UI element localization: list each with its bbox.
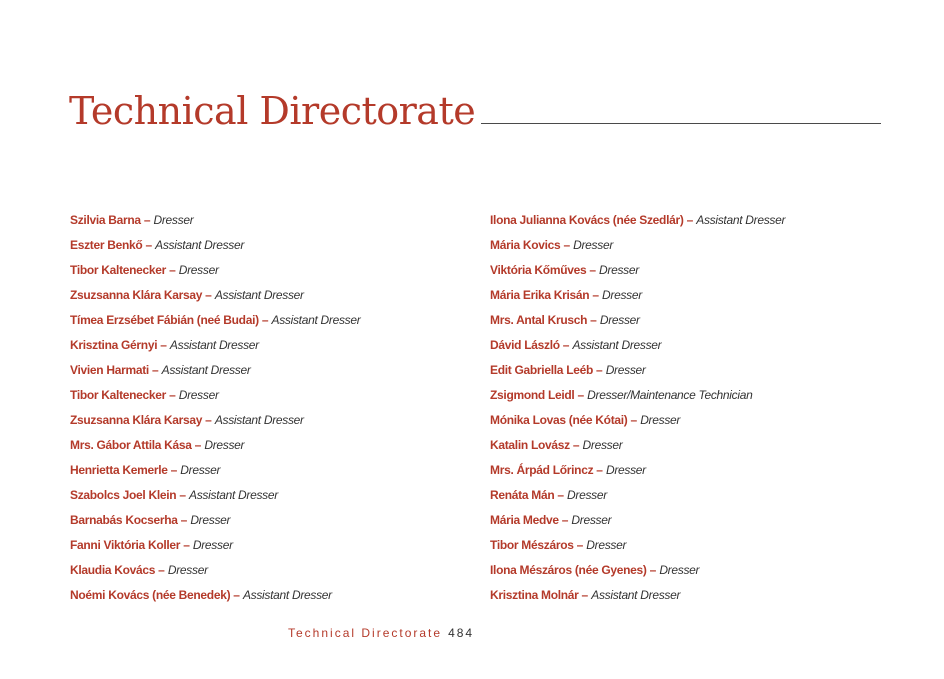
staff-role: Dresser — [605, 363, 646, 377]
separator: – — [686, 213, 694, 227]
separator: – — [205, 413, 212, 427]
list-item — [490, 333, 910, 358]
list-item — [490, 233, 910, 258]
staff-name: Szilvia Barna — [70, 213, 141, 227]
separator: – — [596, 463, 603, 477]
list-item — [70, 233, 470, 258]
list-item — [490, 433, 910, 458]
separator: – — [194, 438, 202, 452]
list-item — [70, 283, 470, 308]
separator: – — [183, 538, 190, 552]
staff-name: Zsuzsanna Klára Karsay — [70, 413, 203, 427]
separator: – — [179, 488, 187, 502]
separator: – — [151, 363, 159, 377]
list-item — [490, 483, 910, 508]
list-item — [70, 458, 470, 483]
staff-role: Dresser — [567, 488, 607, 502]
staff-name: Viktória Kőműves — [490, 263, 587, 277]
separator: – — [590, 313, 597, 327]
staff-name: Katalin Lovász — [490, 438, 570, 452]
footer-section-label: Technical Directorate — [288, 626, 443, 640]
list-item — [70, 208, 470, 233]
staff-name: Mária Medve — [490, 513, 559, 527]
separator: – — [233, 588, 240, 602]
separator: – — [577, 388, 585, 402]
separator: – — [557, 488, 565, 502]
staff-name: Mónika Lovas (née Kótai) — [490, 413, 628, 427]
list-item — [70, 383, 470, 408]
staff-role: Assistant Dresser — [242, 588, 332, 602]
list-item — [70, 258, 470, 283]
title-rule — [481, 123, 881, 124]
list-item — [70, 308, 470, 333]
separator: – — [169, 388, 176, 402]
staff-name: Zsigmond Leidl — [490, 388, 575, 402]
staff-name: Edit Gabriella Leéb — [490, 363, 593, 377]
separator: – — [205, 288, 212, 302]
staff-role: Assistant Dresser — [572, 338, 662, 352]
separator: – — [561, 513, 569, 527]
separator: – — [170, 463, 178, 477]
separator: – — [145, 238, 153, 252]
staff-name: Mrs. Árpád Lőrincz — [490, 463, 594, 477]
staff-role: Dresser — [192, 538, 233, 552]
staff-list-right — [490, 208, 910, 608]
staff-name: Zsuzsanna Klára Karsay — [70, 288, 203, 302]
staff-role: Dresser — [153, 213, 194, 227]
list-item — [70, 408, 470, 433]
list-item — [70, 483, 470, 508]
staff-role: Assistant Dresser — [214, 288, 304, 302]
staff-role: Dresser — [602, 288, 642, 302]
staff-name: Krisztina Molnár — [490, 588, 579, 602]
separator: – — [592, 288, 600, 302]
staff-role: Dresser — [178, 263, 219, 277]
staff-name: Klaudia Kovács — [70, 563, 156, 577]
staff-name: Tibor Kaltenecker — [70, 388, 167, 402]
staff-name: Mária Erika Krisán — [490, 288, 590, 302]
staff-role: Dresser — [180, 463, 221, 477]
staff-name: Tibor Mészáros — [490, 538, 574, 552]
separator: – — [261, 313, 269, 327]
list-item — [490, 383, 910, 408]
list-item — [70, 358, 470, 383]
staff-list-left — [70, 208, 470, 608]
list-item — [490, 358, 910, 383]
list-item — [70, 433, 470, 458]
staff-role: Dresser — [571, 513, 612, 527]
separator: – — [596, 363, 603, 377]
list-item — [490, 533, 910, 558]
list-item — [70, 508, 470, 533]
list-item — [490, 558, 910, 583]
staff-name: Vivien Harmati — [70, 363, 149, 377]
staff-role: Dresser — [204, 438, 245, 452]
staff-name: Krisztina Gérnyi — [70, 338, 158, 352]
separator: – — [160, 338, 167, 352]
staff-role: Dresser — [582, 438, 623, 452]
list-item — [70, 333, 470, 358]
staff-name: Eszter Benkő — [70, 238, 143, 252]
list-item — [70, 583, 470, 608]
staff-role: Dresser — [190, 513, 231, 527]
page-title: Technical Directorate — [69, 89, 476, 133]
separator: – — [180, 513, 188, 527]
staff-role: Dresser — [586, 538, 627, 552]
list-item — [490, 408, 910, 433]
separator: – — [158, 563, 165, 577]
list-item — [490, 308, 910, 333]
staff-name: Ilona Julianna Kovács (née Szedlár) — [490, 213, 684, 227]
staff-role: Assistant Dresser — [161, 363, 251, 377]
staff-role: Assistant Dresser — [189, 488, 278, 502]
separator: – — [562, 338, 570, 352]
list-item — [490, 458, 910, 483]
staff-role: Assistant Dresser — [214, 413, 304, 427]
list-item — [490, 508, 910, 533]
staff-role: Assistant Dresser — [591, 588, 681, 602]
staff-role: Dresser — [167, 563, 208, 577]
staff-name: Tímea Erzsébet Fábián (neé Budai) — [70, 313, 259, 327]
list-item — [490, 208, 910, 233]
staff-role: Dresser/Maintenance Technician — [587, 388, 753, 402]
staff-role: Assistant Dresser — [155, 238, 245, 252]
separator: – — [576, 538, 584, 552]
staff-name: Ilona Mészáros (née Gyenes) — [490, 563, 647, 577]
staff-role: Dresser — [573, 238, 614, 252]
list-item — [490, 283, 910, 308]
staff-role: Assistant Dresser — [169, 338, 259, 352]
list-item — [490, 258, 910, 283]
staff-name: Noémi Kovács (née Benedek) — [70, 588, 231, 602]
list-item — [70, 533, 470, 558]
separator: – — [563, 238, 571, 252]
staff-name: Fanni Viktória Koller — [70, 538, 181, 552]
staff-name: Renáta Mán — [490, 488, 555, 502]
list-item — [490, 583, 910, 608]
staff-role: Assistant Dresser — [271, 313, 361, 327]
separator: – — [143, 213, 151, 227]
staff-name: Tibor Kaltenecker — [70, 263, 167, 277]
staff-role: Assistant Dresser — [696, 213, 786, 227]
staff-name: Mária Kovics — [490, 238, 561, 252]
staff-name: Szabolcs Joel Klein — [70, 488, 177, 502]
separator: – — [589, 263, 597, 277]
staff-role: Dresser — [599, 313, 640, 327]
separator: – — [572, 438, 580, 452]
page-footer — [288, 626, 474, 640]
staff-name: Henrietta Kemerle — [70, 463, 168, 477]
page-number: 484 — [448, 626, 475, 640]
staff-role: Dresser — [659, 563, 700, 577]
staff-name: Mrs. Gábor Attila Kása — [70, 438, 192, 452]
separator: – — [649, 563, 657, 577]
staff-role: Dresser — [640, 413, 681, 427]
separator: – — [169, 263, 176, 277]
separator: – — [630, 413, 638, 427]
staff-name: Mrs. Antal Krusch — [490, 313, 588, 327]
title-row — [69, 88, 881, 138]
separator: – — [581, 588, 589, 602]
staff-name: Barnabás Kocserha — [70, 513, 178, 527]
list-item — [70, 558, 470, 583]
staff-role: Dresser — [605, 463, 646, 477]
staff-role: Dresser — [599, 263, 639, 277]
staff-name: Dávid László — [490, 338, 560, 352]
staff-role: Dresser — [178, 388, 219, 402]
